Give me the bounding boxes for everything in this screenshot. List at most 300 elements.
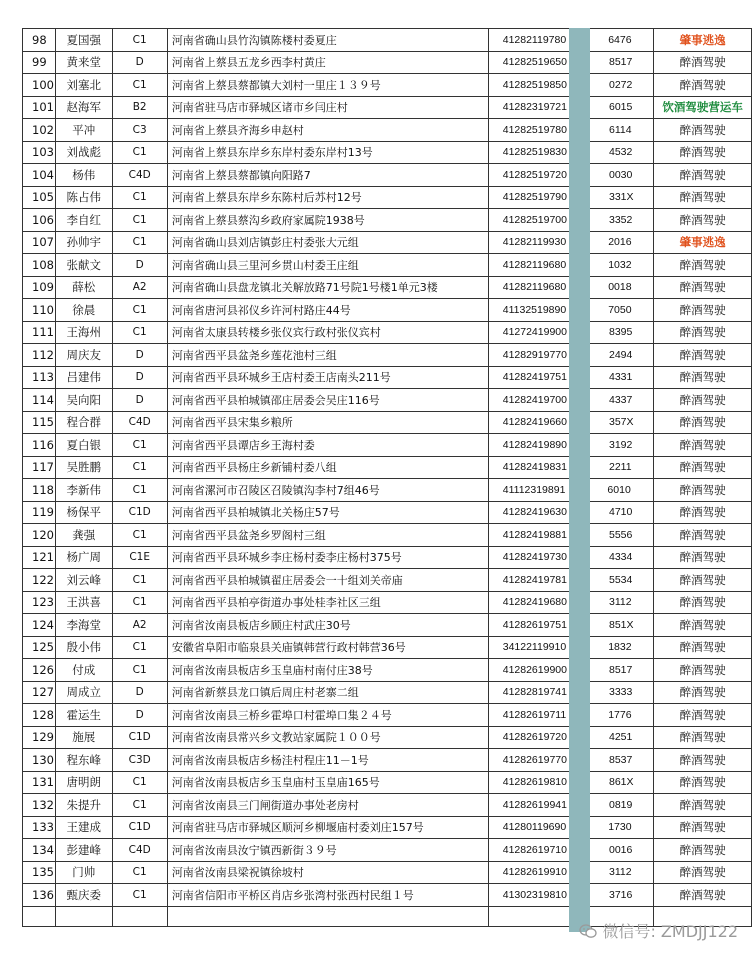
id-prefix: 41282419730 bbox=[502, 551, 567, 564]
id-suffix: 1832 bbox=[608, 641, 632, 654]
driver-name: 刘云峰 bbox=[55, 569, 112, 592]
violation-type: 醉酒驾驶 bbox=[654, 119, 752, 142]
violation-type: 醉酒驾驶 bbox=[654, 884, 752, 907]
driver-name: 甄庆委 bbox=[55, 884, 112, 907]
violation-type: 醉酒驾驶 bbox=[654, 704, 752, 727]
license-class: D bbox=[112, 344, 167, 367]
violation-type: 醉酒驾驶 bbox=[654, 794, 752, 817]
table-row bbox=[23, 726, 752, 749]
violation-type: 醉酒驾驶 bbox=[654, 614, 752, 637]
id-suffix: 3192 bbox=[608, 438, 633, 451]
table-row bbox=[23, 231, 752, 254]
violation-type: 醉酒驾驶 bbox=[654, 434, 752, 457]
driver-name: 张献文 bbox=[55, 254, 112, 277]
driver-name: 赵海军 bbox=[55, 96, 112, 119]
address: 河南省上蔡县东岸乡东岸村委东岸村13号 bbox=[167, 141, 488, 164]
table-row bbox=[23, 344, 752, 367]
driver-name: 王洪喜 bbox=[55, 591, 112, 614]
id-suffix: 1032 bbox=[608, 258, 632, 271]
empty-cell bbox=[23, 906, 56, 926]
id-suffix: 5534 bbox=[608, 573, 633, 586]
table-row bbox=[23, 546, 752, 569]
address: 河南省西平县柏城镇邵庄居委会吴庄116号 bbox=[167, 389, 488, 412]
license-class: C1 bbox=[112, 524, 167, 547]
table-row bbox=[23, 186, 752, 209]
table-row bbox=[23, 96, 752, 119]
table-row bbox=[23, 119, 752, 142]
address: 河南省汝南县板店乡玉皇庙村玉皇庙165号 bbox=[167, 771, 488, 794]
address: 河南省西平县宋集乡粮所 bbox=[167, 411, 488, 434]
row-number: 119 bbox=[23, 501, 56, 524]
id-suffix: 5556 bbox=[608, 528, 633, 541]
id-prefix: 41282519830 bbox=[502, 146, 567, 159]
address: 河南省确山县盘龙镇北关解放路71号院1号楼1单元3楼 bbox=[167, 276, 488, 299]
license-class: A2 bbox=[112, 614, 167, 637]
id-prefix: 41282519780 bbox=[502, 123, 567, 136]
id-prefix: 41282619710 bbox=[502, 843, 567, 856]
violation-type: 醉酒驾驶 bbox=[654, 839, 752, 862]
id-prefix: 41302319810 bbox=[502, 888, 567, 901]
address: 河南省西平县盆尧乡罗阁村三组 bbox=[167, 524, 488, 547]
driver-name: 王海州 bbox=[55, 321, 112, 344]
row-number: 108 bbox=[23, 254, 56, 277]
license-class: C1 bbox=[112, 884, 167, 907]
row-number: 129 bbox=[23, 726, 56, 749]
row-number: 130 bbox=[23, 749, 56, 772]
violation-type: 醉酒驾驶 bbox=[654, 479, 752, 502]
address: 河南省汝南县常兴乡文教站家属院１００号 bbox=[167, 726, 488, 749]
license-class: C1 bbox=[112, 231, 167, 254]
row-number: 107 bbox=[23, 231, 56, 254]
table-row bbox=[23, 164, 752, 187]
id-suffix: 4251 bbox=[608, 731, 633, 744]
violation-type: 饮酒驾驶营运车 bbox=[654, 96, 752, 119]
address: 河南省驻马店市驿城区诸市乡闫庄村 bbox=[167, 96, 488, 119]
license-class: C1 bbox=[112, 186, 167, 209]
row-number: 114 bbox=[23, 389, 56, 412]
driver-name: 周成立 bbox=[55, 681, 112, 704]
violation-type: 醉酒驾驶 bbox=[654, 411, 752, 434]
license-class: C1 bbox=[112, 659, 167, 682]
address: 河南省漯河市召陵区召陵镇沟李村7组46号 bbox=[167, 479, 488, 502]
row-number: 103 bbox=[23, 141, 56, 164]
address: 河南省上蔡县五龙乡西李村黄庄 bbox=[167, 51, 488, 74]
address: 河南省确山县三里河乡贯山村委王庄组 bbox=[167, 254, 488, 277]
driver-name: 程合群 bbox=[55, 411, 112, 434]
license-class: D bbox=[112, 681, 167, 704]
driver-name: 殷小伟 bbox=[55, 636, 112, 659]
driver-name: 吴向阳 bbox=[55, 389, 112, 412]
id-suffix: 8395 bbox=[608, 326, 633, 339]
table-row bbox=[23, 389, 752, 412]
license-class: D bbox=[112, 254, 167, 277]
driver-name: 杨保平 bbox=[55, 501, 112, 524]
row-number: 112 bbox=[23, 344, 56, 367]
driver-name: 黄来堂 bbox=[55, 51, 112, 74]
row-number: 106 bbox=[23, 209, 56, 232]
driver-name: 夏白银 bbox=[55, 434, 112, 457]
violation-type: 醉酒驾驶 bbox=[654, 456, 752, 479]
id-suffix: 6010 bbox=[607, 483, 631, 496]
table-row bbox=[23, 29, 752, 52]
id-prefix: 41282619910 bbox=[502, 866, 567, 879]
license-class: C1 bbox=[112, 794, 167, 817]
address: 河南省上蔡县蔡都镇大刘村一里庄１３９号 bbox=[167, 74, 488, 97]
id-suffix: 0016 bbox=[608, 843, 633, 856]
id-prefix: 41280119690 bbox=[502, 821, 567, 834]
row-number: 136 bbox=[23, 884, 56, 907]
table-row bbox=[23, 704, 752, 727]
license-class: A2 bbox=[112, 276, 167, 299]
address: 河南省汝南县板店乡顾庄村武庄30号 bbox=[167, 614, 488, 637]
driver-name: 龚强 bbox=[55, 524, 112, 547]
violation-type: 醉酒驾驶 bbox=[654, 524, 752, 547]
empty-cell bbox=[112, 906, 167, 926]
id-prefix: 41282519790 bbox=[502, 191, 567, 204]
id-suffix: 2494 bbox=[608, 348, 633, 361]
address: 河南省确山县刘店镇彭庄村委张大元组 bbox=[167, 231, 488, 254]
table-row bbox=[23, 51, 752, 74]
address: 河南省上蔡县蔡都镇向阳路7 bbox=[167, 164, 488, 187]
license-class: D bbox=[112, 51, 167, 74]
license-class: C1D bbox=[112, 501, 167, 524]
table-row bbox=[23, 681, 752, 704]
id-suffix: 851X bbox=[608, 618, 634, 631]
address: 河南省西平县杨庄乡新铺村委八组 bbox=[167, 456, 488, 479]
license-class: C4D bbox=[112, 164, 167, 187]
id-prefix: 41282919770 bbox=[502, 348, 567, 361]
license-class: C1 bbox=[112, 569, 167, 592]
table-row bbox=[23, 141, 752, 164]
records-table bbox=[22, 28, 752, 927]
watermark bbox=[579, 919, 738, 942]
license-class: C1 bbox=[112, 636, 167, 659]
driver-name: 夏国强 bbox=[55, 29, 112, 52]
id-prefix: 41282119680 bbox=[502, 281, 567, 294]
row-number: 126 bbox=[23, 659, 56, 682]
id-prefix: 34122119910 bbox=[502, 641, 567, 654]
address: 河南省确山县竹沟镇陈楼村委夏庄 bbox=[167, 29, 488, 52]
license-class: C1 bbox=[112, 479, 167, 502]
violation-type: 醉酒驾驶 bbox=[654, 861, 752, 884]
id-suffix: 7050 bbox=[608, 303, 632, 316]
id-prefix: 41282119780 bbox=[502, 33, 567, 46]
id-prefix: 41282519850 bbox=[502, 78, 567, 91]
address: 河南省西平县环城乡李庄杨村委李庄杨村375号 bbox=[167, 546, 488, 569]
driver-name: 杨广周 bbox=[55, 546, 112, 569]
table-row bbox=[23, 816, 752, 839]
table-row bbox=[23, 434, 752, 457]
id-suffix: 0030 bbox=[608, 168, 633, 181]
violation-type: 醉酒驾驶 bbox=[654, 321, 752, 344]
address: 河南省上蔡县东岸乡东陈村后苏村12号 bbox=[167, 186, 488, 209]
id-prefix: 41282419781 bbox=[502, 573, 567, 586]
violation-type: 醉酒驾驶 bbox=[654, 771, 752, 794]
address: 河南省汝南县三门闸街道办事处老房村 bbox=[167, 794, 488, 817]
id-prefix: 41282819741 bbox=[502, 686, 567, 699]
violation-type: 醉酒驾驶 bbox=[654, 209, 752, 232]
row-number: 105 bbox=[23, 186, 56, 209]
id-suffix: 4532 bbox=[608, 146, 633, 159]
address: 河南省上蔡县齐海乡申赵村 bbox=[167, 119, 488, 142]
violation-type: 醉酒驾驶 bbox=[654, 546, 752, 569]
id-suffix: 6114 bbox=[608, 123, 632, 136]
driver-name: 周庆友 bbox=[55, 344, 112, 367]
id-prefix: 41282619711 bbox=[502, 708, 567, 721]
id-suffix: 4337 bbox=[608, 393, 633, 406]
id-prefix: 41282419660 bbox=[502, 416, 567, 429]
address: 河南省西平县柏城镇翟庄居委会一十组刘关帝庙 bbox=[167, 569, 488, 592]
id-prefix: 41272419900 bbox=[502, 326, 567, 339]
id-suffix: 3333 bbox=[608, 686, 633, 699]
violation-type: 醉酒驾驶 bbox=[654, 816, 752, 839]
address: 河南省驻马店市驿城区顺河乡柳堰庙村委刘庄157号 bbox=[167, 816, 488, 839]
driver-name: 刘塞北 bbox=[55, 74, 112, 97]
address: 河南省太康县转楼乡张仪宾行政村张仪宾村 bbox=[167, 321, 488, 344]
table-row bbox=[23, 74, 752, 97]
id-suffix: 8537 bbox=[608, 753, 633, 766]
table-row bbox=[23, 299, 752, 322]
row-number: 101 bbox=[23, 96, 56, 119]
violation-type: 醉酒驾驶 bbox=[654, 164, 752, 187]
table-row bbox=[23, 771, 752, 794]
records-body bbox=[23, 29, 752, 927]
id-suffix: 3352 bbox=[608, 213, 633, 226]
row-number: 117 bbox=[23, 456, 56, 479]
id-prefix: 41282119930 bbox=[502, 236, 567, 249]
table-row bbox=[23, 411, 752, 434]
address: 河南省新蔡县龙口镇后周庄村老寨二组 bbox=[167, 681, 488, 704]
table-row bbox=[23, 839, 752, 862]
id-suffix: 3112 bbox=[608, 866, 632, 879]
id-prefix: 41282419890 bbox=[502, 438, 567, 451]
row-number: 124 bbox=[23, 614, 56, 637]
driver-name: 王建成 bbox=[55, 816, 112, 839]
row-number: 123 bbox=[23, 591, 56, 614]
wechat-icon bbox=[579, 924, 597, 938]
id-prefix: 41282419700 bbox=[502, 393, 567, 406]
address: 河南省西平县谭店乡王海村委 bbox=[167, 434, 488, 457]
row-number: 116 bbox=[23, 434, 56, 457]
id-suffix: 2211 bbox=[608, 461, 632, 474]
row-number: 109 bbox=[23, 276, 56, 299]
driver-name: 吕建伟 bbox=[55, 366, 112, 389]
driver-name: 薛松 bbox=[55, 276, 112, 299]
table-row bbox=[23, 569, 752, 592]
row-number: 100 bbox=[23, 74, 56, 97]
license-class: C1 bbox=[112, 434, 167, 457]
row-number: 134 bbox=[23, 839, 56, 862]
id-prefix: 41282619751 bbox=[502, 618, 567, 631]
row-number: 113 bbox=[23, 366, 56, 389]
driver-name: 霍运生 bbox=[55, 704, 112, 727]
driver-name: 李自红 bbox=[55, 209, 112, 232]
driver-name: 唐明朗 bbox=[55, 771, 112, 794]
address: 河南省西平县盆尧乡莲花池村三组 bbox=[167, 344, 488, 367]
id-prefix: 41282519700 bbox=[502, 213, 567, 226]
violation-type: 醉酒驾驶 bbox=[654, 254, 752, 277]
address: 河南省信阳市平桥区肖店乡张湾村张西村民组１号 bbox=[167, 884, 488, 907]
table-row bbox=[23, 636, 752, 659]
violation-type: 醉酒驾驶 bbox=[654, 501, 752, 524]
driver-name: 门帅 bbox=[55, 861, 112, 884]
driver-name: 杨伟 bbox=[55, 164, 112, 187]
driver-name: 程东峰 bbox=[55, 749, 112, 772]
license-class: C1E bbox=[112, 546, 167, 569]
driver-name: 朱提升 bbox=[55, 794, 112, 817]
id-prefix: 41282419751 bbox=[502, 371, 567, 384]
license-class: C4D bbox=[112, 839, 167, 862]
address: 河南省汝南县板店乡杨洼村程庄11－1号 bbox=[167, 749, 488, 772]
table-row bbox=[23, 659, 752, 682]
table-row bbox=[23, 479, 752, 502]
id-prefix: 41282319721 bbox=[502, 101, 567, 114]
license-class: D bbox=[112, 366, 167, 389]
license-class: C1D bbox=[112, 726, 167, 749]
id-suffix: 6015 bbox=[608, 101, 633, 114]
id-prefix: 41282619810 bbox=[502, 776, 567, 789]
violation-type: 醉酒驾驶 bbox=[654, 726, 752, 749]
table-row bbox=[23, 884, 752, 907]
id-suffix: 0018 bbox=[608, 281, 632, 294]
id-suffix: 861X bbox=[608, 776, 634, 789]
row-number: 131 bbox=[23, 771, 56, 794]
license-class: C1 bbox=[112, 299, 167, 322]
violation-type: 醉酒驾驶 bbox=[654, 344, 752, 367]
license-class: C1 bbox=[112, 141, 167, 164]
license-class: C4D bbox=[112, 411, 167, 434]
table-row bbox=[23, 366, 752, 389]
violation-type: 醉酒驾驶 bbox=[654, 749, 752, 772]
violation-type: 醉酒驾驶 bbox=[654, 74, 752, 97]
table-row bbox=[23, 861, 752, 884]
id-suffix: 0272 bbox=[608, 78, 633, 91]
row-number: 115 bbox=[23, 411, 56, 434]
id-suffix: 331X bbox=[608, 191, 634, 204]
violation-type: 醉酒驾驶 bbox=[654, 141, 752, 164]
id-prefix: 41282419831 bbox=[502, 461, 567, 474]
table-row bbox=[23, 456, 752, 479]
address: 河南省唐河县祁仪乡许河村路庄44号 bbox=[167, 299, 488, 322]
license-class: C3 bbox=[112, 119, 167, 142]
license-class: C1D bbox=[112, 816, 167, 839]
id-prefix: 41282419630 bbox=[502, 506, 567, 519]
violation-type: 醉酒驾驶 bbox=[654, 591, 752, 614]
table-row bbox=[23, 209, 752, 232]
address: 河南省汝南县梁祝镇徐坡村 bbox=[167, 861, 488, 884]
license-class: C1 bbox=[112, 591, 167, 614]
license-class: C3D bbox=[112, 749, 167, 772]
id-suffix: 1776 bbox=[608, 708, 632, 721]
driver-name: 付成 bbox=[55, 659, 112, 682]
id-prefix: 41282619900 bbox=[502, 663, 567, 676]
table-row bbox=[23, 749, 752, 772]
row-number: 127 bbox=[23, 681, 56, 704]
id-prefix: 41282119680 bbox=[502, 258, 567, 271]
id-suffix: 3112 bbox=[608, 596, 632, 609]
license-class: C1 bbox=[112, 209, 167, 232]
id-prefix: 41282419680 bbox=[502, 596, 567, 609]
row-number: 104 bbox=[23, 164, 56, 187]
watermark-text: 微信号: ZMDJJ122 bbox=[602, 922, 738, 941]
license-class: C1 bbox=[112, 29, 167, 52]
row-number: 111 bbox=[23, 321, 56, 344]
violation-type: 醉酒驾驶 bbox=[654, 389, 752, 412]
license-class: B2 bbox=[112, 96, 167, 119]
id-prefix: 41282619720 bbox=[502, 731, 567, 744]
row-number: 128 bbox=[23, 704, 56, 727]
license-class: C1 bbox=[112, 861, 167, 884]
license-class: C1 bbox=[112, 321, 167, 344]
driver-name: 李新伟 bbox=[55, 479, 112, 502]
driver-name: 孙帅宇 bbox=[55, 231, 112, 254]
row-number: 99 bbox=[23, 51, 56, 74]
license-class: C1 bbox=[112, 771, 167, 794]
address: 河南省西平县柏亭街道办事处桂李社区三组 bbox=[167, 591, 488, 614]
id-suffix: 1730 bbox=[608, 821, 632, 834]
address: 河南省西平县环城乡王店村委王店南头211号 bbox=[167, 366, 488, 389]
license-class: D bbox=[112, 389, 167, 412]
id-suffix: 0819 bbox=[608, 798, 633, 811]
empty-cell bbox=[55, 906, 112, 926]
id-prefix: 41282419881 bbox=[502, 528, 567, 541]
address: 河南省西平县柏城镇北关杨庄57号 bbox=[167, 501, 488, 524]
address: 河南省汝南县三桥乡霍埠口村霍埠口集２４号 bbox=[167, 704, 488, 727]
table-row bbox=[23, 254, 752, 277]
row-number: 120 bbox=[23, 524, 56, 547]
table-row bbox=[23, 794, 752, 817]
driver-name: 李海堂 bbox=[55, 614, 112, 637]
row-number: 118 bbox=[23, 479, 56, 502]
id-suffix: 2016 bbox=[608, 236, 632, 249]
driver-name: 平冲 bbox=[55, 119, 112, 142]
driver-name: 徐晨 bbox=[55, 299, 112, 322]
violation-type: 醉酒驾驶 bbox=[654, 659, 752, 682]
id-prefix: 41282619941 bbox=[502, 798, 567, 811]
row-number: 102 bbox=[23, 119, 56, 142]
address: 河南省上蔡县蔡沟乡政府家属院1938号 bbox=[167, 209, 488, 232]
violation-type: 醉酒驾驶 bbox=[654, 366, 752, 389]
violation-type: 醉酒驾驶 bbox=[654, 186, 752, 209]
table-row bbox=[23, 614, 752, 637]
driver-name: 吴胜鹏 bbox=[55, 456, 112, 479]
driver-name: 陈占伟 bbox=[55, 186, 112, 209]
violation-type: 醉酒驾驶 bbox=[654, 569, 752, 592]
table-row bbox=[23, 501, 752, 524]
id-prefix: 41282519650 bbox=[502, 56, 567, 69]
driver-name: 刘战彪 bbox=[55, 141, 112, 164]
id-prefix: 41282519720 bbox=[502, 168, 567, 181]
table-row bbox=[23, 321, 752, 344]
row-number: 135 bbox=[23, 861, 56, 884]
row-number: 133 bbox=[23, 816, 56, 839]
redaction-bar bbox=[569, 28, 590, 932]
id-suffix: 4331 bbox=[608, 371, 633, 384]
id-suffix: 4334 bbox=[608, 551, 633, 564]
row-number: 122 bbox=[23, 569, 56, 592]
violation-type: 醉酒驾驶 bbox=[654, 299, 752, 322]
driver-name: 彭建峰 bbox=[55, 839, 112, 862]
id-prefix: 41112319891 bbox=[502, 483, 566, 496]
address: 安徽省阜阳市临泉县关庙镇韩营行政村韩营36号 bbox=[167, 636, 488, 659]
violation-type: 醉酒驾驶 bbox=[654, 636, 752, 659]
row-number: 110 bbox=[23, 299, 56, 322]
table-row bbox=[23, 591, 752, 614]
id-prefix: 41282619770 bbox=[502, 753, 567, 766]
violation-type: 醉酒驾驶 bbox=[654, 51, 752, 74]
id-suffix: 6476 bbox=[608, 33, 632, 46]
license-class: C1 bbox=[112, 74, 167, 97]
